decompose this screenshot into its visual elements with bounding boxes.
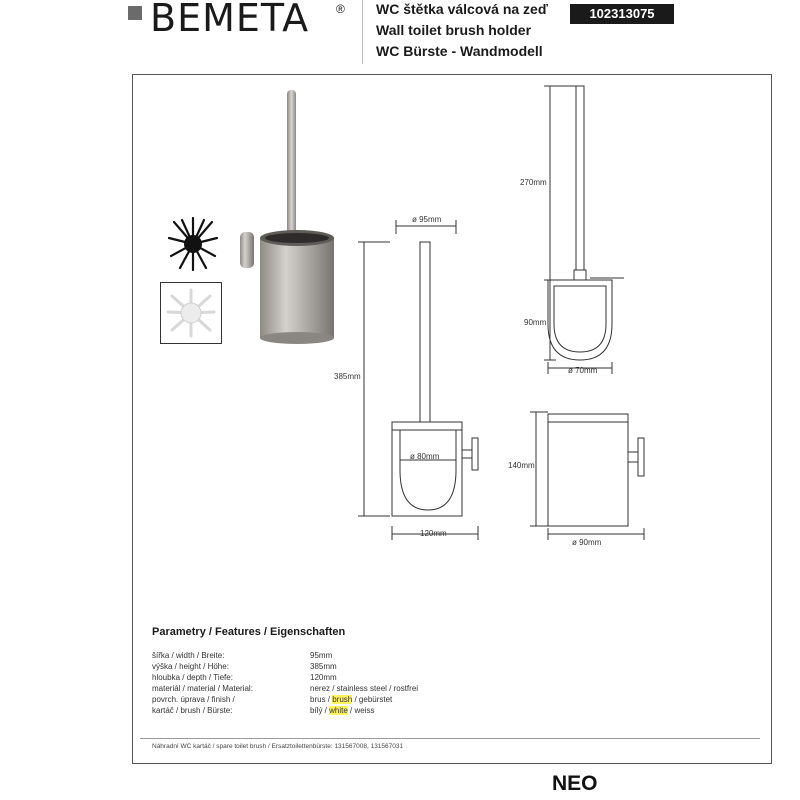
dim-side-brush-height: 270mm bbox=[520, 178, 547, 187]
title-de: WC Bürste - Wandmodell bbox=[376, 43, 543, 59]
title-cz: WC štětka válcová na zeď bbox=[376, 1, 548, 17]
dim-side-holder-height: 140mm bbox=[508, 461, 535, 470]
highlight-brush: brush bbox=[332, 695, 353, 704]
dim-front-top-diameter: ø 95mm bbox=[412, 215, 442, 224]
model-name: NEO bbox=[552, 772, 598, 795]
dim-side-cup-height: 90mm bbox=[524, 318, 547, 327]
side-holder-drawing bbox=[518, 408, 658, 548]
spec-label-depth: hloubka / depth / Tiefe: bbox=[152, 673, 233, 682]
dim-inner-diameter: ø 80mm bbox=[410, 452, 440, 461]
spec-label-width: šířka / width / Breite: bbox=[152, 651, 225, 660]
specs-title: Parametry / Features / Eigenschaften bbox=[152, 626, 346, 638]
logo-square-icon bbox=[128, 6, 142, 20]
white-brush-head-icon bbox=[166, 288, 216, 338]
spec-value-width: 95mm bbox=[310, 651, 333, 660]
spec-label-height: výška / height / Höhe: bbox=[152, 662, 229, 671]
spare-divider bbox=[140, 738, 760, 739]
spec-label-material: materiál / material / Material: bbox=[152, 684, 253, 693]
brand-logo: BEMETA bbox=[150, 0, 310, 40]
product-code-badge: 102313075 bbox=[570, 4, 674, 24]
header-divider bbox=[362, 0, 363, 64]
dim-front-height: 385mm bbox=[334, 372, 361, 381]
dim-front-width: 120mm bbox=[420, 529, 447, 538]
dim-side-holder-diameter: ø 90mm bbox=[572, 538, 602, 547]
spare-parts-note: Náhradní WC kartáč / spare toilet brush / Ersatztoilettenbürste: 131567008, 131567031 bbox=[152, 743, 404, 750]
spec-value-depth: 120mm bbox=[310, 673, 337, 682]
dim-side-cup-diameter: ø 70mm bbox=[568, 366, 598, 375]
spec-label-finish: povrch. úprava / finish / bbox=[152, 695, 235, 704]
highlight-white: white bbox=[329, 706, 348, 715]
title-en: Wall toilet brush holder bbox=[376, 22, 532, 38]
black-brush-head-icon bbox=[168, 216, 218, 272]
registered-mark: ® bbox=[336, 2, 345, 16]
spec-label-brush: kartáč / brush / Bürste: bbox=[152, 706, 233, 715]
spec-value-brush: bílý / white / weiss bbox=[310, 706, 375, 715]
spec-value-height: 385mm bbox=[310, 662, 337, 671]
side-brush-drawing bbox=[520, 84, 650, 384]
spec-value-finish: brus / brush / gebürstet bbox=[310, 695, 393, 704]
spec-value-material: nerez / stainless steel / rostfrei bbox=[310, 684, 419, 693]
